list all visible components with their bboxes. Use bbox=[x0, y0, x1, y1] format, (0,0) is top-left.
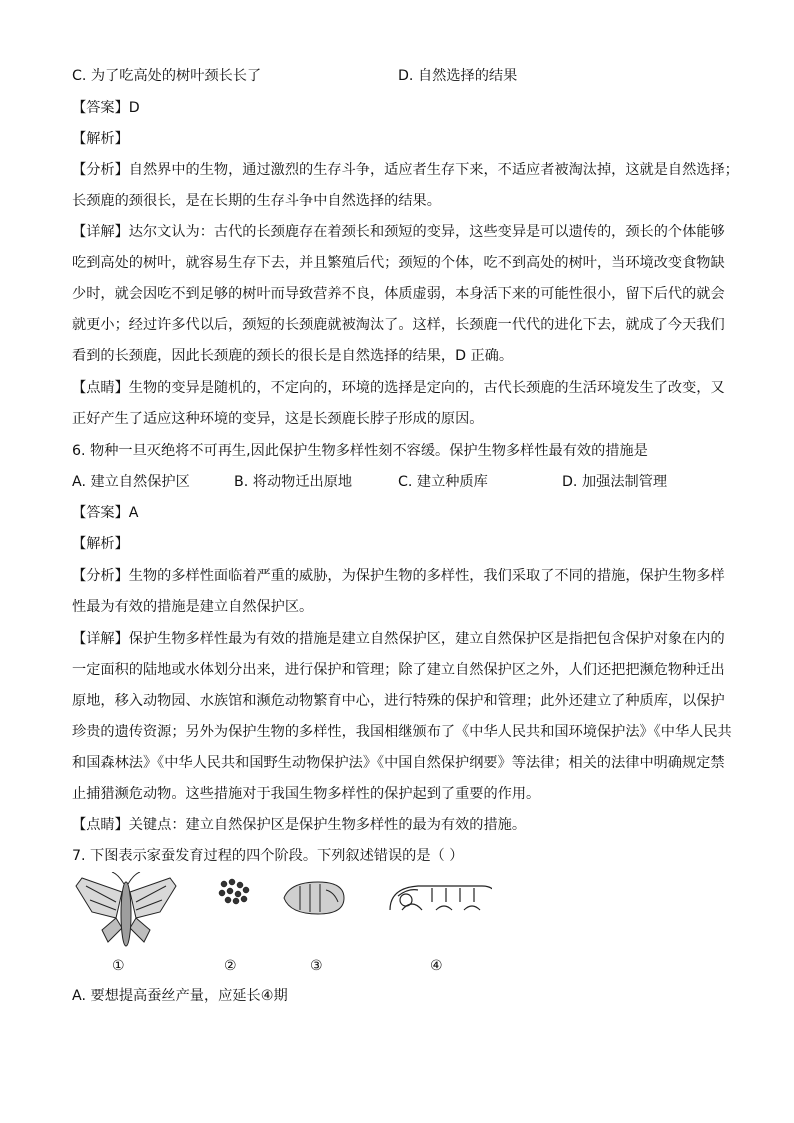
q6-fenxi-line: 【分析】生物的多样性面临着严重的威胁，为保护生物的多样性，我们采取了不同的措施，保护生物多样 bbox=[72, 568, 725, 584]
figure-label-3: ③ bbox=[310, 958, 323, 974]
q5-xiangjie-line: 就更小；经过许多代以后，颈短的长颈鹿就被淘汰了。这样，长颈鹿一代代的进化下去，就成了今天我们 bbox=[72, 317, 725, 333]
figure-label-1: ① bbox=[112, 958, 125, 974]
figure-label-4: ④ bbox=[430, 958, 443, 974]
q6-option-b: B. 将动物迁出原地 bbox=[234, 474, 353, 490]
q5-answer: 【答案】D bbox=[72, 100, 140, 116]
q5-xiangjie-line: 看到的长颈鹿，因此长颈鹿的颈长的很长是自然选择的结果，D 正确。 bbox=[72, 348, 514, 364]
q6-option-d: D. 加强法制管理 bbox=[562, 474, 668, 490]
q6-xiangjie-line: 珍贵的遗传资源；另外为保护生物的多样性，我国相继颁布了《中华人民共和国环境保护法》《中华人民共 bbox=[72, 724, 732, 740]
q6-xiangjie-line: 原地，移入动物园、水族馆和濒危动物繁育中心，进行特殊的保护和管理；此外还建立了种质库，以保护 bbox=[72, 693, 725, 709]
q5-analysis-title: 【解析】 bbox=[72, 131, 129, 147]
q6-fenxi-line: 性最为有效的措施是建立自然保护区。 bbox=[72, 599, 314, 615]
moth-drawing bbox=[76, 872, 176, 946]
q5-option-d: D. 自然选择的结果 bbox=[398, 68, 518, 84]
q6-xiangjie-line: 止捕猎濒危动物。这些措施对于我国生物多样性的保护起到了重要的作用。 bbox=[72, 786, 541, 802]
q7-option-a: A. 要想提高蚕丝产量，应延长④期 bbox=[72, 988, 288, 1004]
q6-question: 6. 物种一旦灭绝将不可再生,因此保护生物多样性刻不容缓。保护生物多样性最有效的措施是 bbox=[72, 443, 648, 459]
q5-dianjing-line: 正好产生了适应这种环境的变异，这是长颈鹿长脖子形成的原因。 bbox=[72, 411, 484, 427]
silkworm-stages-illustration bbox=[72, 872, 492, 982]
q6-option-a: A. 建立自然保护区 bbox=[72, 474, 190, 490]
q6-analysis-title: 【解析】 bbox=[72, 536, 129, 552]
pupa-drawing bbox=[284, 882, 344, 914]
q5-fenxi-line: 【分析】自然界中的生物，通过激烈的生存斗争，适应者生存下来，不适应者被淘汰掉，这就是自然选择； bbox=[72, 162, 739, 178]
q7-question: 7. 下图表示家蚕发育过程的四个阶段。下列叙述错误的是（ ） bbox=[72, 848, 464, 864]
q5-xiangjie-line: 少时，就会因吃不到足够的树叶而导致营养不良，体质虚弱，本身活下来的可能性很小，留下后代的就会 bbox=[72, 286, 725, 302]
q6-xiangjie-line: 【详解】保护生物多样性最为有效的措施是建立自然保护区，建立自然保护区是指把包含保护对象在内的 bbox=[72, 631, 725, 647]
q6-dianjing: 【点睛】关键点：建立自然保护区是保护生物多样性的最为有效的措施。 bbox=[72, 817, 527, 833]
q5-xiangjie-line: 吃到高处的树叶，就容易生存下去，并且繁殖后代；颈短的个体，吃不到高处的树叶，当环境改变食物缺 bbox=[72, 255, 725, 271]
figure-label-2: ② bbox=[224, 958, 237, 974]
larva-drawing bbox=[390, 886, 492, 910]
q5-option-c: C. 为了吃高处的树叶颈长长了 bbox=[72, 68, 262, 84]
q6-answer: 【答案】A bbox=[72, 505, 139, 521]
q6-option-c: C. 建立种质库 bbox=[398, 474, 488, 490]
q5-xiangjie-line: 【详解】达尔文认为：古代的长颈鹿存在着颈长和颈短的变异，这些变异是可以遗传的，颈长的个体能够 bbox=[72, 224, 725, 240]
q5-fenxi-line: 长颈鹿的颈很长，是在长期的生存斗争中自然选择的结果。 bbox=[72, 193, 441, 209]
q6-xiangjie-line: 一定面积的陆地或水体划分出来，进行保护和管理；除了建立自然保护区之外，人们还把把濒危物种迁出 bbox=[72, 662, 725, 678]
q5-dianjing-line: 【点睛】生物的变异是随机的，不定向的，环境的选择是定向的，古代长颈鹿的生活环境发生了改变，又 bbox=[72, 380, 725, 396]
eggs-drawing bbox=[219, 879, 249, 904]
q6-xiangjie-line: 和国森林法》《中华人民共和国野生动物保护法》《中国自然保护纲要》等法律；相关的法律中明确规定禁 bbox=[72, 755, 725, 771]
silkworm-stages-figure bbox=[72, 872, 492, 982]
